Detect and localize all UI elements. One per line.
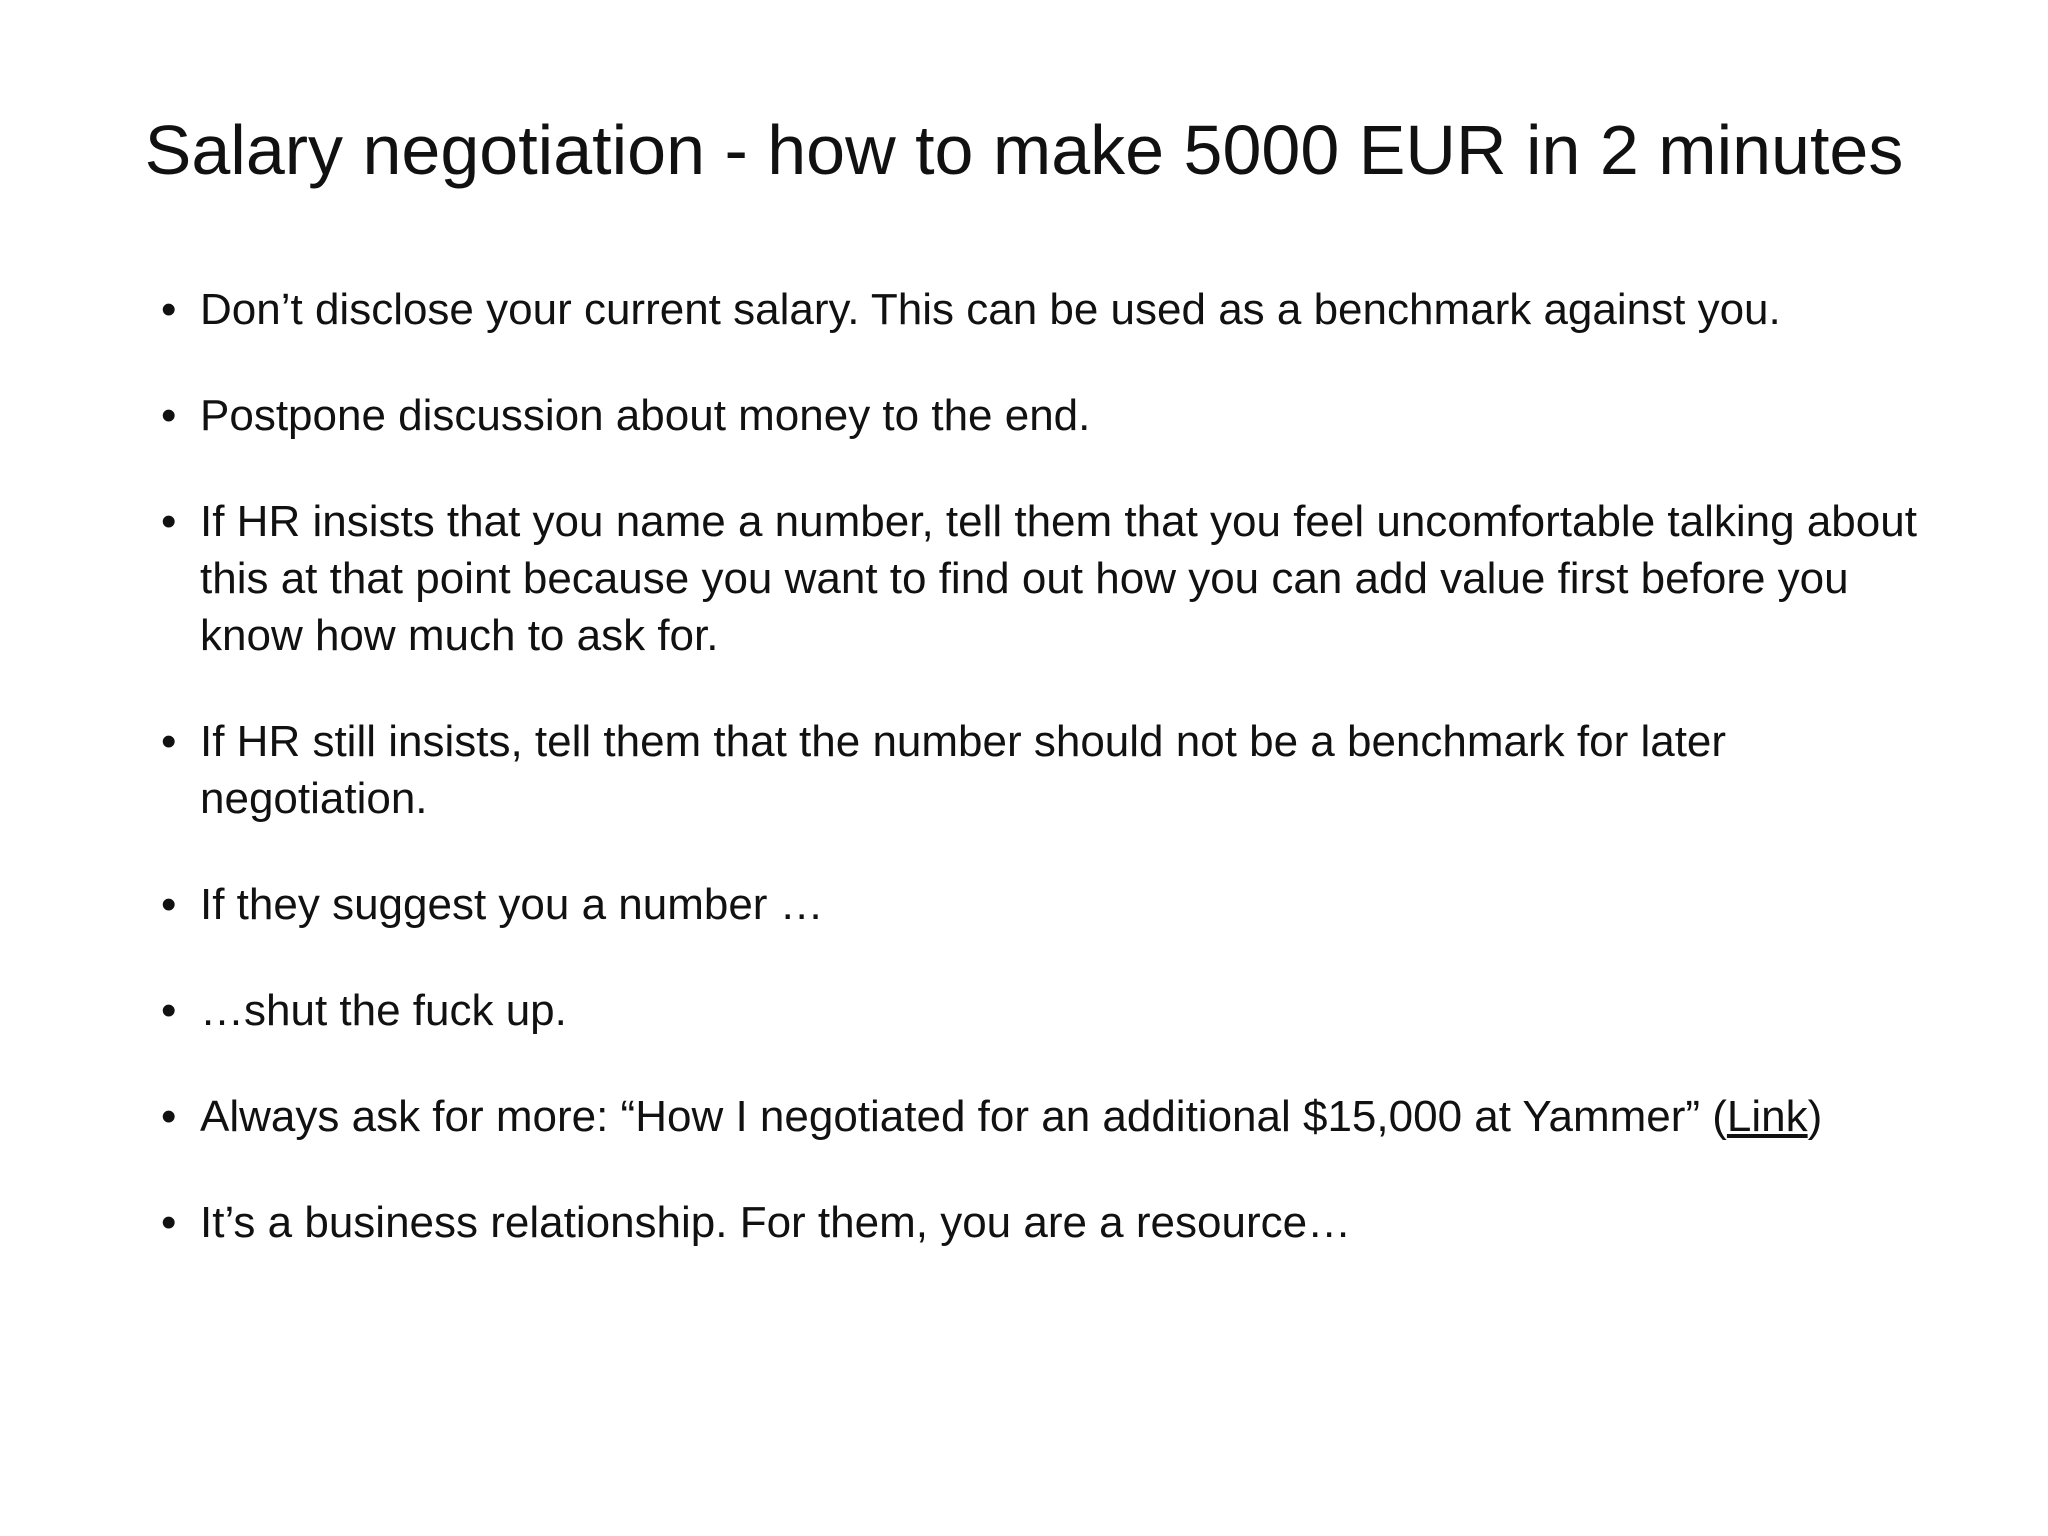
list-item xyxy=(161,713,1921,827)
list-item xyxy=(161,1088,1921,1145)
list-item xyxy=(161,982,1921,1039)
bullet-point-icon: • xyxy=(161,880,177,929)
bullet-text-before-link: Always ask for more: “How I negotiated for an additional $15,000 at Yammer” ( xyxy=(200,1092,1727,1141)
list-item xyxy=(161,281,1921,338)
bullet-text: If HR insists that you name a number, tell them that you feel uncomfortable talking about this at that point because you want to find out how you can add value first before you know how much to ask for. xyxy=(200,497,1917,660)
bullet-point-icon: • xyxy=(161,391,177,440)
bullet-text: …shut the fuck up. xyxy=(200,986,567,1035)
bullet-point-icon: • xyxy=(161,285,177,334)
bullet-text: If they suggest you a number … xyxy=(200,880,824,929)
list-item xyxy=(161,387,1921,444)
bullet-text xyxy=(200,1088,1921,1145)
list-item xyxy=(161,493,1921,664)
list-item xyxy=(161,876,1921,933)
bullet-text: Don’t disclose your current salary. This can be used as a benchmark against you. xyxy=(200,285,1781,334)
bullet-text: Postpone discussion about money to the end. xyxy=(200,391,1091,440)
bullet-point-icon: • xyxy=(161,1198,177,1247)
bullet-text-after-link: ) xyxy=(1807,1092,1823,1141)
bullet-point-icon: • xyxy=(161,986,177,1035)
bullet-point-icon: • xyxy=(161,717,177,766)
slide-title: Salary negotiation - how to make 5000 EUR in 2 minutes xyxy=(144,111,1904,189)
list-item xyxy=(161,1194,1921,1251)
bullet-text: It’s a business relationship. For them, you are a resource… xyxy=(200,1198,1352,1247)
bullet-point-icon: • xyxy=(161,497,177,546)
bullet-list xyxy=(161,281,1921,1300)
bullet-text: If HR still insists, tell them that the number should not be a benchmark for later negotiation. xyxy=(200,717,1727,823)
yammer-article-link[interactable]: Link xyxy=(1726,1092,1808,1141)
bullet-point-icon: • xyxy=(161,1092,177,1141)
